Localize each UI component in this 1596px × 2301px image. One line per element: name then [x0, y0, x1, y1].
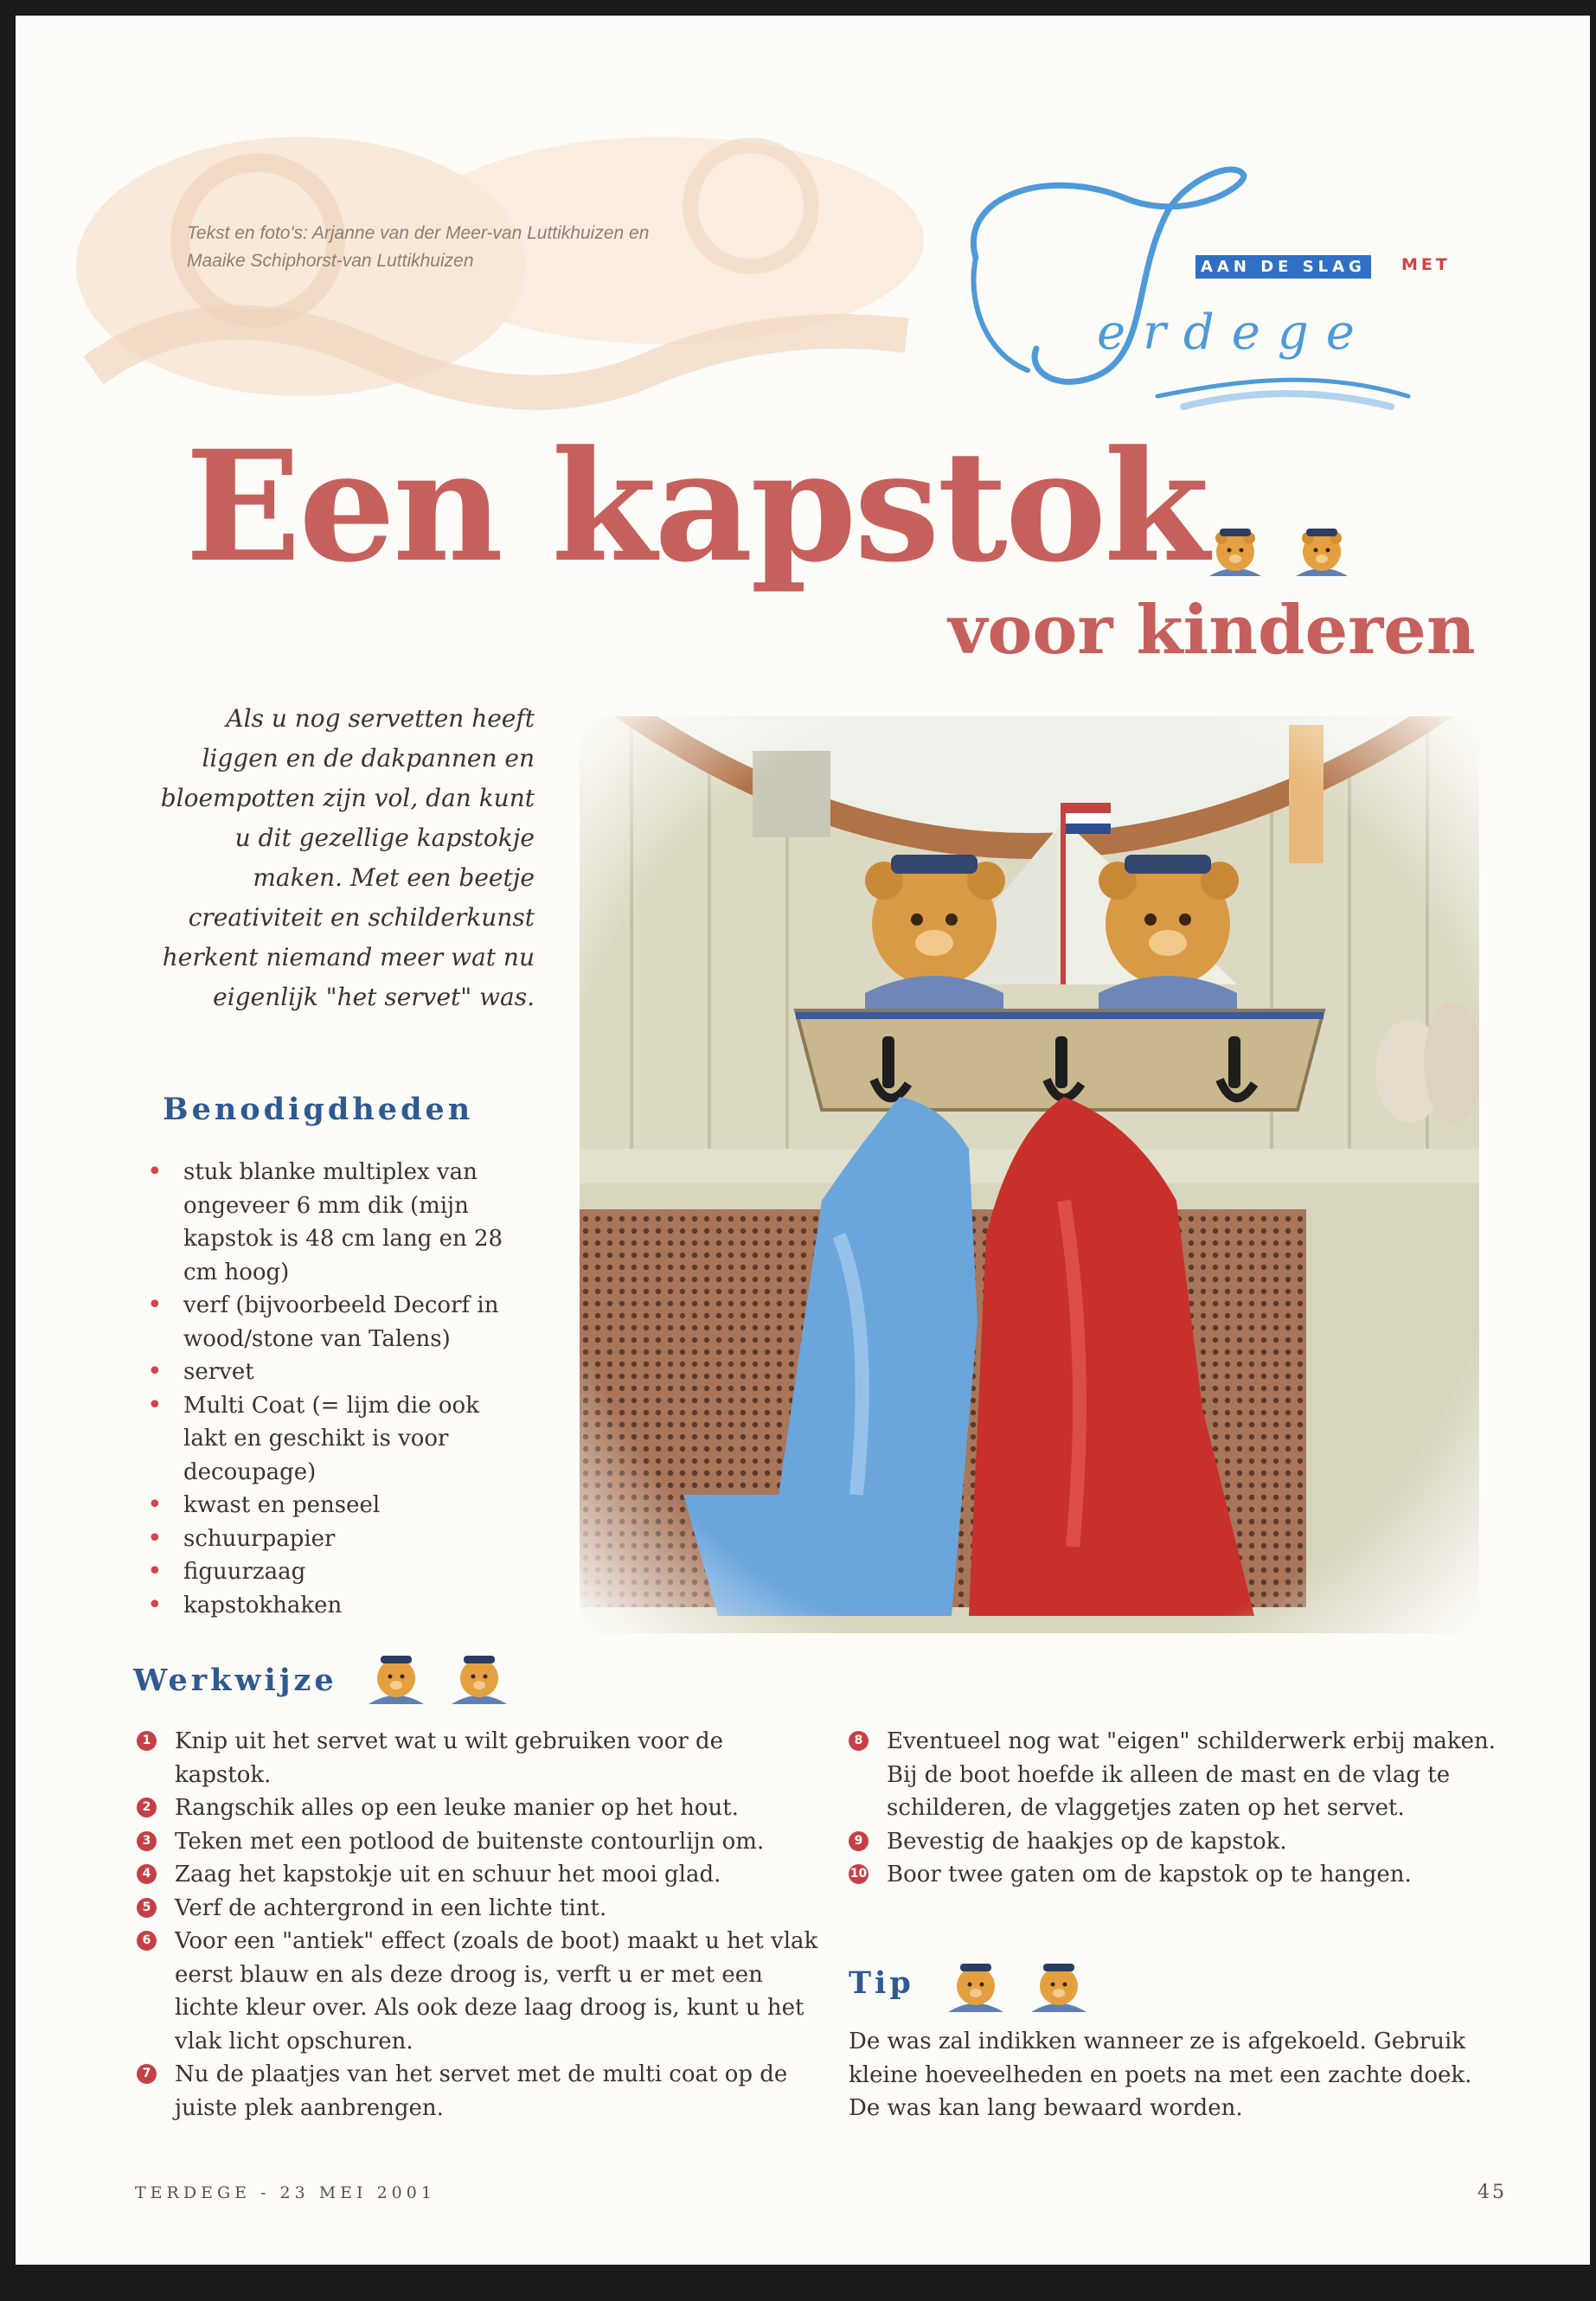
list-item: • verf (bijvoorbeeld Decorf in wood/stone van Talens) [145, 1289, 526, 1356]
credits-line-1: Tekst en foto's: Arjanne van der Meer-van Luttikhuizen en [187, 223, 650, 243]
step-number: 9 [849, 1831, 869, 1851]
step-text: Rangschik alles op een leuke manier op het hout. [175, 1795, 739, 1821]
step-number: 5 [137, 1898, 157, 1918]
sailor-bears-icon [941, 1952, 1106, 2016]
step-text: Knip uit het servet wat u wilt gebruiken voor de kapstok. [175, 1728, 724, 1788]
step-number: 10 [849, 1864, 869, 1884]
footer-publication: TERDEGE - 23 MEI 2001 [135, 2183, 436, 2202]
step-item [849, 1825, 1523, 1859]
step-number: 4 [137, 1864, 157, 1884]
step-item [137, 1791, 820, 1825]
intro-line: u dit gezellige kapstokje [234, 824, 535, 852]
step-text: Bevestig de haakjes op de kapstok. [887, 1828, 1287, 1855]
intro-line: eigenlijk "het servet" was. [213, 983, 535, 1011]
intro-line: creativiteit en schilderkunst [188, 903, 535, 932]
step-number: 2 [137, 1798, 157, 1817]
step-item [137, 2058, 820, 2125]
step-text: Voor een "antiek" effect (zoals de boot) maakt u het vlak eerst blauw en als deze droog is, verft u er met een lichte kleur over. Als ook deze laag droog is, kunt u het vlak licht opschuren. [175, 1928, 818, 2054]
sailor-bears-icon [362, 1644, 526, 1708]
step-item [137, 1925, 820, 2058]
list-item: • stuk blanke multiplex van ongeveer 6 mm dik (mijn kapstok is 48 cm lang en 28 cm hoog) [145, 1156, 526, 1289]
step-text: Nu de plaatjes van het servet met de multi coat op de juiste plek aanbrengen. [175, 2061, 788, 2121]
materials-heading: Benodigdheden [163, 1092, 474, 1127]
aan-de-slag-badge: AAN DE SLAG [1195, 255, 1371, 279]
step-text: Boor twee gaten om de kapstok op te hangen. [887, 1862, 1412, 1888]
steps-list-right [849, 1725, 1523, 1892]
tip-heading: Tip [849, 1965, 914, 2001]
step-text: Eventueel nog wat "eigen" schilderwerk erbij maken. Bij de boot hoefde ik alleen de mast en de vlag te schilderen, de vlaggetjes zaten op het servet. [887, 1728, 1497, 1821]
list-item: • kwast en penseel [145, 1489, 526, 1522]
step-item [849, 1858, 1523, 1892]
step-text: Verf de achtergrond in een lichte tint. [175, 1894, 607, 1921]
logo-met: MET [1401, 255, 1451, 274]
step-number: 6 [137, 1931, 157, 1951]
step-number: 8 [849, 1731, 869, 1751]
credits-line-2: Maaike Schiphorst-van Luttikhuizen [187, 251, 474, 271]
step-item [137, 1825, 820, 1859]
list-item: • kapstokhaken [145, 1589, 526, 1623]
logo-wordmark: erdege [1097, 304, 1372, 361]
intro-paragraph [119, 699, 535, 1017]
step-text: Teken met een potlood de buitenste contourlijn om. [175, 1828, 765, 1855]
step-number: 3 [137, 1831, 157, 1851]
step-item [137, 1892, 820, 1926]
intro-line: bloempotten zijn vol, dan kunt [160, 784, 535, 812]
intro-line: herkent niemand meer wat nu [162, 943, 535, 971]
step-item [137, 1725, 820, 1791]
sailor-bears-icon [1201, 516, 1356, 585]
coat-rack-photo [580, 716, 1479, 1633]
article-subtitle: voor kinderen [948, 591, 1476, 670]
werkwijze-heading: Werkwijze [133, 1663, 337, 1698]
list-item: • servet [145, 1356, 526, 1389]
materials-list [145, 1156, 526, 1622]
magazine-page [16, 16, 1590, 2265]
intro-line: liggen en de dakpannen en [202, 744, 535, 772]
list-item: • Multi Coat (= lijm die ook lakt en geschikt is voor decoupage) [145, 1389, 526, 1490]
step-item [137, 1858, 820, 1892]
step-text: Zaag het kapstokje uit en schuur het mooi glad. [175, 1862, 721, 1888]
terdege-logo [958, 163, 1495, 439]
list-item: • figuurzaag [145, 1555, 526, 1589]
step-number: 1 [137, 1731, 157, 1751]
article-title: Een kapstok [185, 417, 1208, 596]
step-number: 7 [137, 2064, 157, 2084]
intro-line: Als u nog servetten heeft [226, 704, 535, 733]
list-item: • schuurpapier [145, 1522, 526, 1556]
steps-list-left [137, 1725, 820, 2125]
author-credits [187, 220, 844, 275]
step-item [849, 1725, 1523, 1825]
intro-line: maken. Met een beetje [253, 863, 535, 892]
page-number: 45 [1477, 2182, 1507, 2203]
tip-text: De was zal indikken wanneer ze is afgekoeld. Gebruik kleine hoeveelheden en poets na met een zachte doek. De was kan lang bewaard worden. [849, 2029, 1472, 2121]
